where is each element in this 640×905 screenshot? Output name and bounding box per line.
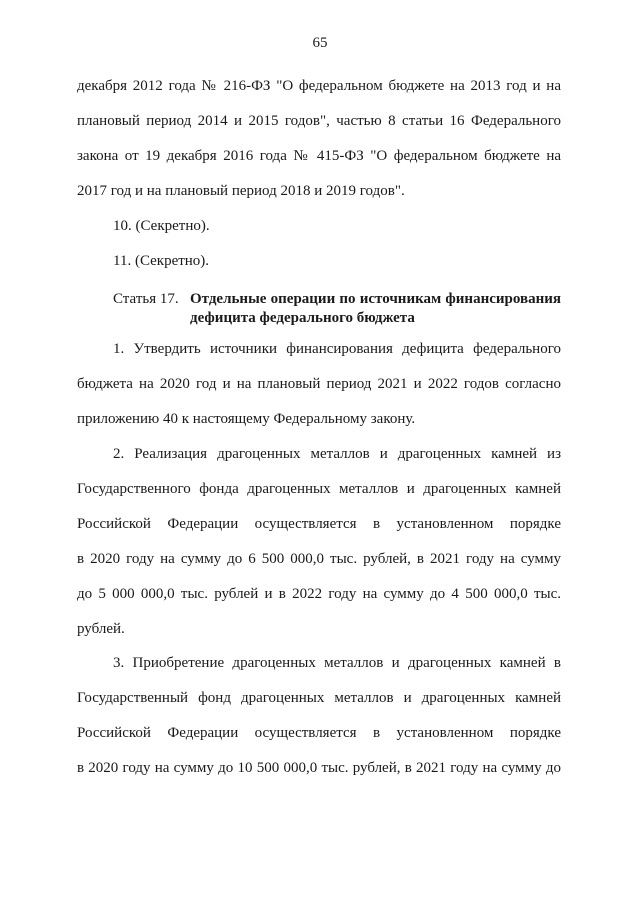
text-line: 2. Реализация драгоценных металлов и драгоценных камней из (113, 446, 561, 462)
text-line: Российской Федерации осуществляется в установленном порядке (77, 516, 561, 532)
text-line: 11. (Секретно). (113, 253, 210, 269)
article-title (190, 290, 561, 328)
text-line: закона от 19 декабря 2016 года № 415-ФЗ "О федеральном бюджете на (77, 148, 561, 164)
text-line: в 2020 году на сумму до 6 500 000,0 тыс. рублей, в 2021 году на сумму (77, 551, 561, 567)
article-title-line: Отдельные операции по источникам финансирования (190, 291, 561, 307)
text-line: Государственный фонд драгоценных металлов и драгоценных камней (77, 690, 561, 706)
text-line: 10. (Секретно). (113, 218, 210, 234)
text-line: Государственного фонда драгоценных металлов и драгоценных камней (77, 481, 561, 497)
text-line: 1. Утвердить источники финансирования дефицита федерального (113, 341, 561, 357)
article-title-line: дефицита федерального бюджета (190, 310, 415, 326)
text-line: Российской Федерации осуществляется в установленном порядке (77, 725, 561, 741)
text-line: декабря 2012 года № 216-ФЗ "О федеральном бюджете на 2013 год и на (77, 78, 561, 94)
text-line: плановый период 2014 и 2015 годов", частью 8 статьи 16 Федерального (77, 113, 561, 129)
text-line: приложению 40 к настоящему Федеральному закону. (77, 411, 416, 427)
text-line: рублей. (77, 621, 125, 637)
page-number: 65 (312, 35, 328, 51)
text-line: до 5 000 000,0 тыс. рублей и в 2022 году на сумму до 4 500 000,0 тыс. (77, 586, 561, 602)
article-label: Статья 17. (113, 291, 179, 307)
text-line: в 2020 году на сумму до 10 500 000,0 тыс. рублей, в 2021 году на сумму до (77, 760, 561, 776)
text-line: 2017 год и на плановый период 2018 и 2019 годов". (77, 183, 405, 199)
text-line: 3. Приобретение драгоценных металлов и драгоценных камней в (113, 655, 561, 671)
text-line: бюджета на 2020 год и на плановый период 2021 и 2022 годов согласно (77, 376, 561, 392)
